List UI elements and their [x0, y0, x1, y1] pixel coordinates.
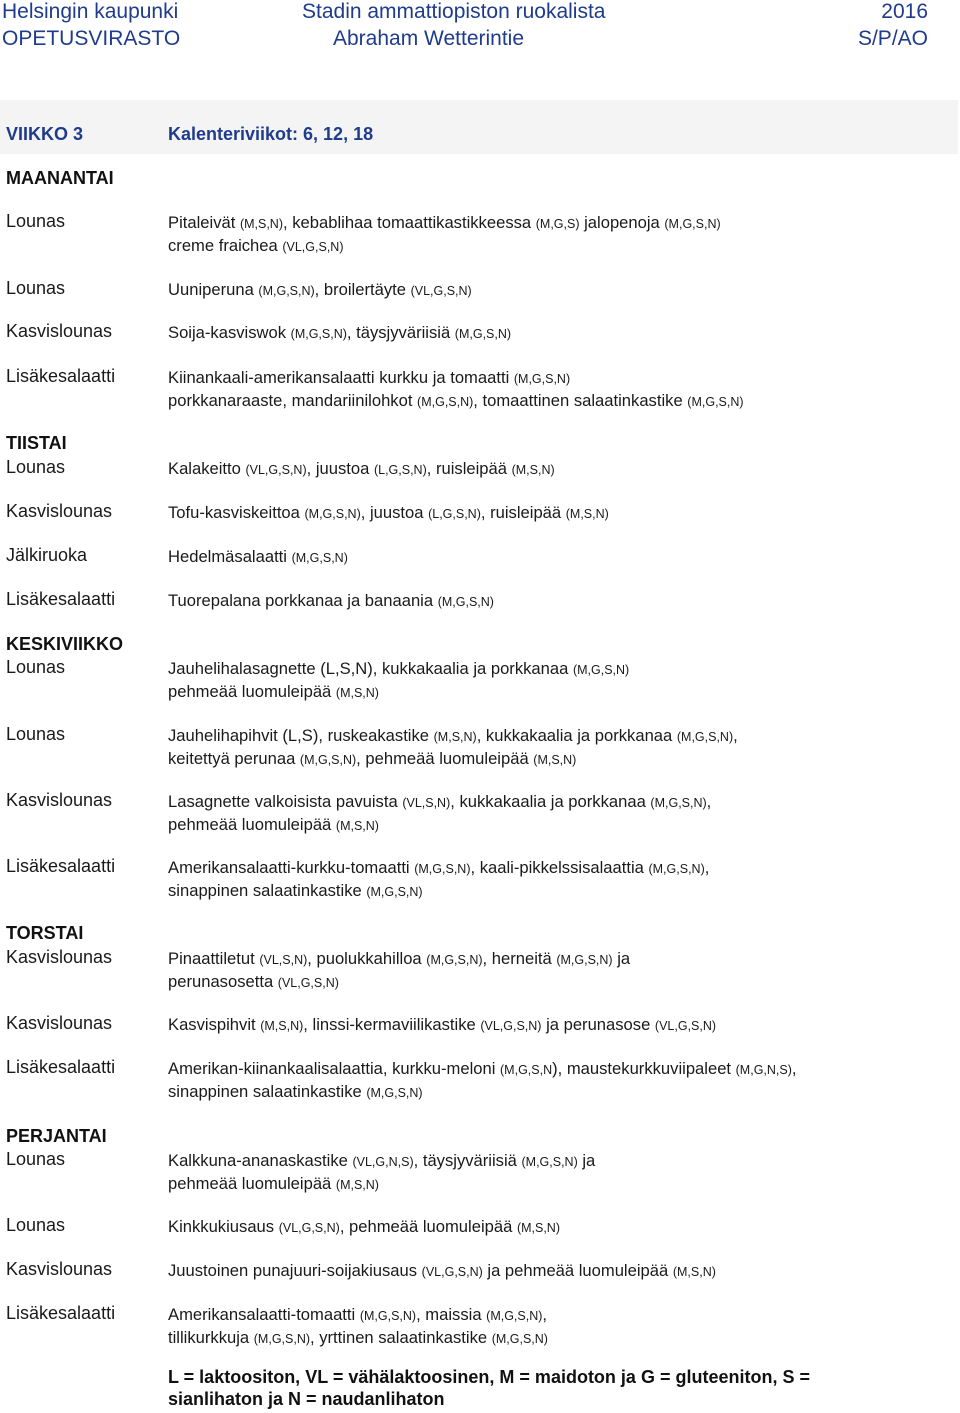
meal-category: Lounas — [6, 724, 66, 744]
dish-description — [168, 590, 948, 613]
dish-text: , kukkakaalia ja porkkanaa — [476, 726, 677, 745]
diet-tag: (M,G,S,N) — [491, 1332, 548, 1346]
dish-text: ja perunasose — [541, 1015, 655, 1034]
dish-text: Pitaleivät — [168, 213, 240, 232]
meal-category: Lounas — [6, 457, 66, 477]
dish-line — [168, 948, 948, 971]
meal-category: Kasvislounas — [6, 790, 113, 810]
diet-tag: (M,G,S,N) — [417, 395, 474, 409]
diet-tag: (M,G,S,N) — [486, 1309, 543, 1323]
menu-title: Stadin ammattiopiston ruokalista — [302, 0, 606, 23]
dish-text: , herneitä — [482, 949, 557, 968]
diet-tag: (M,S,N) — [335, 819, 379, 833]
dish-line — [168, 658, 948, 681]
diet-legend — [168, 1366, 928, 1410]
dish-text: , juustoa — [306, 459, 374, 478]
dish-description — [168, 948, 948, 994]
dish-description — [168, 458, 948, 481]
dish-line — [168, 1014, 948, 1037]
dish-line — [168, 1216, 948, 1239]
diet-tag: (M,G,S) — [535, 217, 580, 231]
dish-line — [168, 367, 948, 390]
dish-description — [168, 322, 948, 345]
dish-text: , kebablihaa tomaattikastikkeessa — [283, 213, 536, 232]
diet-tag: (M,G,S,N) — [290, 327, 347, 341]
diet-tag: (M,S,N) — [335, 1178, 379, 1192]
meal-category: Kasvislounas — [6, 501, 113, 521]
dish-line — [168, 212, 948, 235]
dish-text: Uuniperuna — [168, 280, 259, 299]
dish-text: , tomaattinen salaatinkastike — [473, 391, 688, 410]
day-monday: MAANANTAI — [6, 168, 114, 188]
diet-tag: (VL,G,S,N) — [654, 1019, 717, 1033]
diet-tag: (M,G,S,N) — [437, 595, 494, 609]
meal-category: Kasvislounas — [6, 1013, 113, 1033]
meal-category: Kasvislounas — [6, 321, 113, 341]
diet-tag: (M,G,S,N) — [521, 1155, 578, 1169]
meal-category: Lisäkesalaatti — [6, 856, 116, 876]
dish-text: perunasosetta — [168, 972, 278, 991]
school-code: S/P/AO — [857, 27, 928, 50]
dish-description — [168, 1014, 948, 1037]
dish-text: , puolukkahilloa — [307, 949, 427, 968]
dish-text: , yrttinen salaatinkastike — [310, 1328, 492, 1347]
diet-tag: (M,S,N) — [672, 1265, 716, 1279]
dish-line — [168, 235, 948, 258]
dish-line — [168, 502, 948, 525]
calendar-weeks: Kalenteriviikot: 6, 12, 18 — [168, 124, 374, 144]
dish-text: , — [791, 1059, 797, 1078]
dish-description — [168, 502, 948, 525]
dish-description — [168, 212, 948, 258]
dish-line — [168, 1304, 948, 1327]
department-name: OPETUSVIRASTO — [2, 27, 181, 50]
diet-tag: (VL,G,S,N) — [410, 284, 472, 298]
meal-category: Kasvislounas — [6, 947, 113, 967]
dish-description — [168, 857, 948, 903]
year: 2016 — [881, 0, 928, 23]
diet-tag: (M,G,S,N) — [366, 885, 423, 899]
dish-line — [168, 681, 948, 704]
diet-tag: (M,G,S,N) — [513, 372, 571, 386]
diet-tag: (VL,G,S,N) — [282, 240, 344, 254]
diet-tag: (M,S,N) — [260, 1019, 304, 1033]
dish-text: keitettyä perunaa — [168, 749, 300, 768]
dish-line — [168, 1081, 948, 1104]
dish-line — [168, 1327, 948, 1350]
dish-line — [168, 725, 948, 748]
dish-text: , linssi-kermaviilikastike — [303, 1015, 481, 1034]
diet-tag: (M,G,S,N) — [426, 953, 483, 967]
day-friday: PERJANTAI — [6, 1126, 107, 1146]
dish-line — [168, 1058, 948, 1081]
diet-tag: (M,G,S,N) — [650, 796, 707, 810]
dish-text: , pehmeää luomuleipää — [339, 1217, 517, 1236]
dish-text: Hedelmäsalaatti — [168, 547, 292, 566]
dish-description — [168, 1058, 948, 1104]
org-name: Helsingin kaupunki — [2, 0, 179, 23]
dish-text: pehmeää luomuleipää — [168, 682, 336, 701]
dish-text: Soija-kasviswok — [168, 323, 291, 342]
dish-text: Lasagnette valkoisista pavuista — [168, 792, 403, 811]
diet-tag: (M,G,S,N) — [258, 284, 315, 298]
dish-text: ja — [612, 949, 631, 968]
dish-text: porkkanaraaste, mandariinilohkot — [168, 391, 418, 410]
diet-tag: (M,G,N,S) — [735, 1063, 792, 1077]
week-bar — [0, 100, 958, 154]
diet-tag: (VL,G,S,N) — [421, 1265, 483, 1279]
diet-tag: (M,S,N) — [335, 686, 379, 700]
diet-tag: (VL,G,S,N) — [278, 1221, 340, 1235]
dish-description — [168, 658, 948, 704]
diet-tag: (M,G,S,N) — [664, 217, 721, 231]
diet-tag: (M,S,N) — [533, 753, 577, 767]
dish-text: , — [733, 726, 738, 745]
dish-text: Kinkkukiusaus — [168, 1217, 279, 1236]
dish-text: , — [542, 1305, 548, 1324]
diet-tag: (M,S,N) — [565, 507, 609, 521]
day-tuesday: TIISTAI — [6, 433, 67, 453]
dish-line — [168, 590, 948, 613]
dish-line — [168, 1173, 948, 1196]
meal-category: Lisäkesalaatti — [6, 366, 116, 386]
dish-text: Jauhelihapihvit (L,S), ruskeakastike — [168, 726, 434, 745]
dish-description — [168, 1260, 948, 1283]
dish-text: Kalakeitto — [168, 459, 246, 478]
diet-tag: (VL,G,S,N) — [277, 976, 339, 990]
day-wednesday: KESKIVIIKKO — [6, 634, 124, 654]
dish-text: , — [704, 858, 710, 877]
dish-text: Juustoinen punajuuri-soijakiusaus — [168, 1261, 422, 1280]
dish-description — [168, 367, 948, 413]
diet-tag: (M,G,S,N) — [414, 862, 471, 876]
diet-tag: (M,G,S,N) — [572, 663, 630, 677]
dish-text: , broilertäyte — [314, 280, 411, 299]
diet-tag: (VL,S,N) — [402, 796, 451, 810]
meal-category: Lounas — [6, 278, 66, 298]
dish-text: sinappinen salaatinkastike — [168, 1082, 367, 1101]
dish-text: , kaali-pikkelssisalaattia — [470, 858, 649, 877]
dish-text: ), maustekurkkuviipaleet — [552, 1059, 736, 1078]
meal-category: Lounas — [6, 657, 66, 677]
diet-tag: (L,G,S,N) — [373, 463, 427, 477]
dish-line — [168, 748, 948, 771]
legend-line: sianlihaton ja N = naudanlihaton — [168, 1389, 445, 1409]
dish-text: Kiinankaali-amerikansalaatti kurkku ja tomaatti — [168, 368, 514, 387]
dish-text: ja — [577, 1151, 596, 1170]
diet-tag: (M,G,S,N) — [359, 1309, 417, 1323]
diet-tag: (M,G,S,N) — [556, 953, 613, 967]
dish-text: Amerikan-kiinankaalisalaattia, kurkku-meloni — [168, 1059, 501, 1078]
dish-text: , täysjyväriisiä — [413, 1151, 522, 1170]
dish-description — [168, 1216, 948, 1239]
diet-tag: (L,G,S,N) — [428, 507, 481, 521]
legend-line: L = laktoositon, VL = vähälaktoosinen, M = maidoton ja G = gluteeniton, S = — [168, 1367, 810, 1387]
dish-text: , ruisleipää — [480, 503, 566, 522]
diet-tag: (M,G,S,N) — [454, 327, 512, 341]
dish-line — [168, 814, 948, 837]
dish-text: Kasvispihvit — [168, 1015, 261, 1034]
diet-tag: (M,G,S,N — [500, 1063, 553, 1077]
dish-text: , kukkakaalia ja porkkanaa — [450, 792, 651, 811]
dish-text: , maissia — [416, 1305, 487, 1324]
meal-category: Kasvislounas — [6, 1259, 113, 1279]
meal-category: Lounas — [6, 1149, 66, 1169]
dish-line — [168, 1260, 948, 1283]
diet-tag: (VL,S,N) — [259, 953, 308, 967]
meal-category: Lounas — [6, 211, 66, 231]
dish-line — [168, 971, 948, 994]
dish-line — [168, 791, 948, 814]
dish-text: Tofu-kasviskeittoa — [168, 503, 305, 522]
dish-line — [168, 279, 948, 302]
dish-description — [168, 1150, 948, 1196]
diet-tag: (M,S,N) — [433, 730, 477, 744]
dish-line — [168, 546, 948, 569]
dish-text: , täysjyväriisiä — [346, 323, 455, 342]
meal-category: Lisäkesalaatti — [6, 589, 116, 609]
diet-tag: (M,G,S,N) — [648, 862, 705, 876]
dish-text: pehmeää luomuleipää — [168, 815, 336, 834]
dish-text: Pinaattiletut — [168, 949, 260, 968]
dish-description — [168, 279, 948, 302]
dish-text: , pehmeää luomuleipää — [356, 749, 534, 768]
diet-tag: (M,G,S,N) — [676, 730, 734, 744]
diet-tag: (M,G,S,N) — [299, 753, 357, 767]
diet-tag: (VL,G,S,N) — [245, 463, 307, 477]
dish-text: , juustoa — [360, 503, 429, 522]
dish-line — [168, 880, 948, 903]
dish-text: Jauhelihalasagnette (L,S,N), kukkakaalia ja porkkanaa — [168, 659, 573, 678]
week-label: VIIKKO 3 — [6, 124, 84, 144]
dish-text: ja pehmeää luomuleipää — [482, 1261, 673, 1280]
dish-text: Tuorepalana porkkanaa ja banaania — [168, 591, 438, 610]
diet-tag: (M,S,N) — [511, 463, 555, 477]
dish-text: tillikurkkuja — [168, 1328, 254, 1347]
dish-text: , — [706, 792, 712, 811]
diet-tag: (M,G,S,N) — [366, 1086, 423, 1100]
dish-description — [168, 725, 948, 771]
dish-text: sinappinen salaatinkastike — [168, 881, 367, 900]
meal-category: Jälkiruoka — [6, 545, 88, 565]
dish-text: Amerikansalaatti-tomaatti — [168, 1305, 360, 1324]
dish-description — [168, 791, 948, 837]
dish-line — [168, 390, 948, 413]
meal-category: Lisäkesalaatti — [6, 1057, 116, 1077]
diet-tag: (M,G,S,N) — [687, 395, 744, 409]
dish-text: Kalkkuna-ananaskastike — [168, 1151, 353, 1170]
dish-line — [168, 322, 948, 345]
day-thursday: TORSTAI — [6, 923, 84, 943]
dish-text: pehmeää luomuleipää — [168, 1174, 336, 1193]
dish-description — [168, 1304, 948, 1350]
dish-text: jalopenoja — [579, 213, 665, 232]
diet-tag: (M,G,S,N) — [291, 551, 348, 565]
diet-tag: (VL,G,S,N) — [480, 1019, 542, 1033]
dish-description — [168, 546, 948, 569]
dish-line — [168, 458, 948, 481]
location-name: Abraham Wetterintie — [333, 27, 525, 50]
diet-tag: (M,G,S,N) — [304, 507, 361, 521]
dish-line — [168, 857, 948, 880]
diet-tag: (M,G,S,N) — [253, 1332, 311, 1346]
meal-category: Lounas — [6, 1215, 66, 1235]
dish-text: creme fraichea — [168, 236, 283, 255]
diet-tag: (M,S,N) — [516, 1221, 560, 1235]
dish-line — [168, 1150, 948, 1173]
dish-text: , ruisleipää — [426, 459, 512, 478]
diet-tag: (M,S,N) — [239, 217, 284, 231]
diet-tag: (VL,G,N,S) — [352, 1155, 414, 1169]
meal-category: Lisäkesalaatti — [6, 1303, 116, 1323]
dish-text: Amerikansalaatti-kurkku-tomaatti — [168, 858, 415, 877]
